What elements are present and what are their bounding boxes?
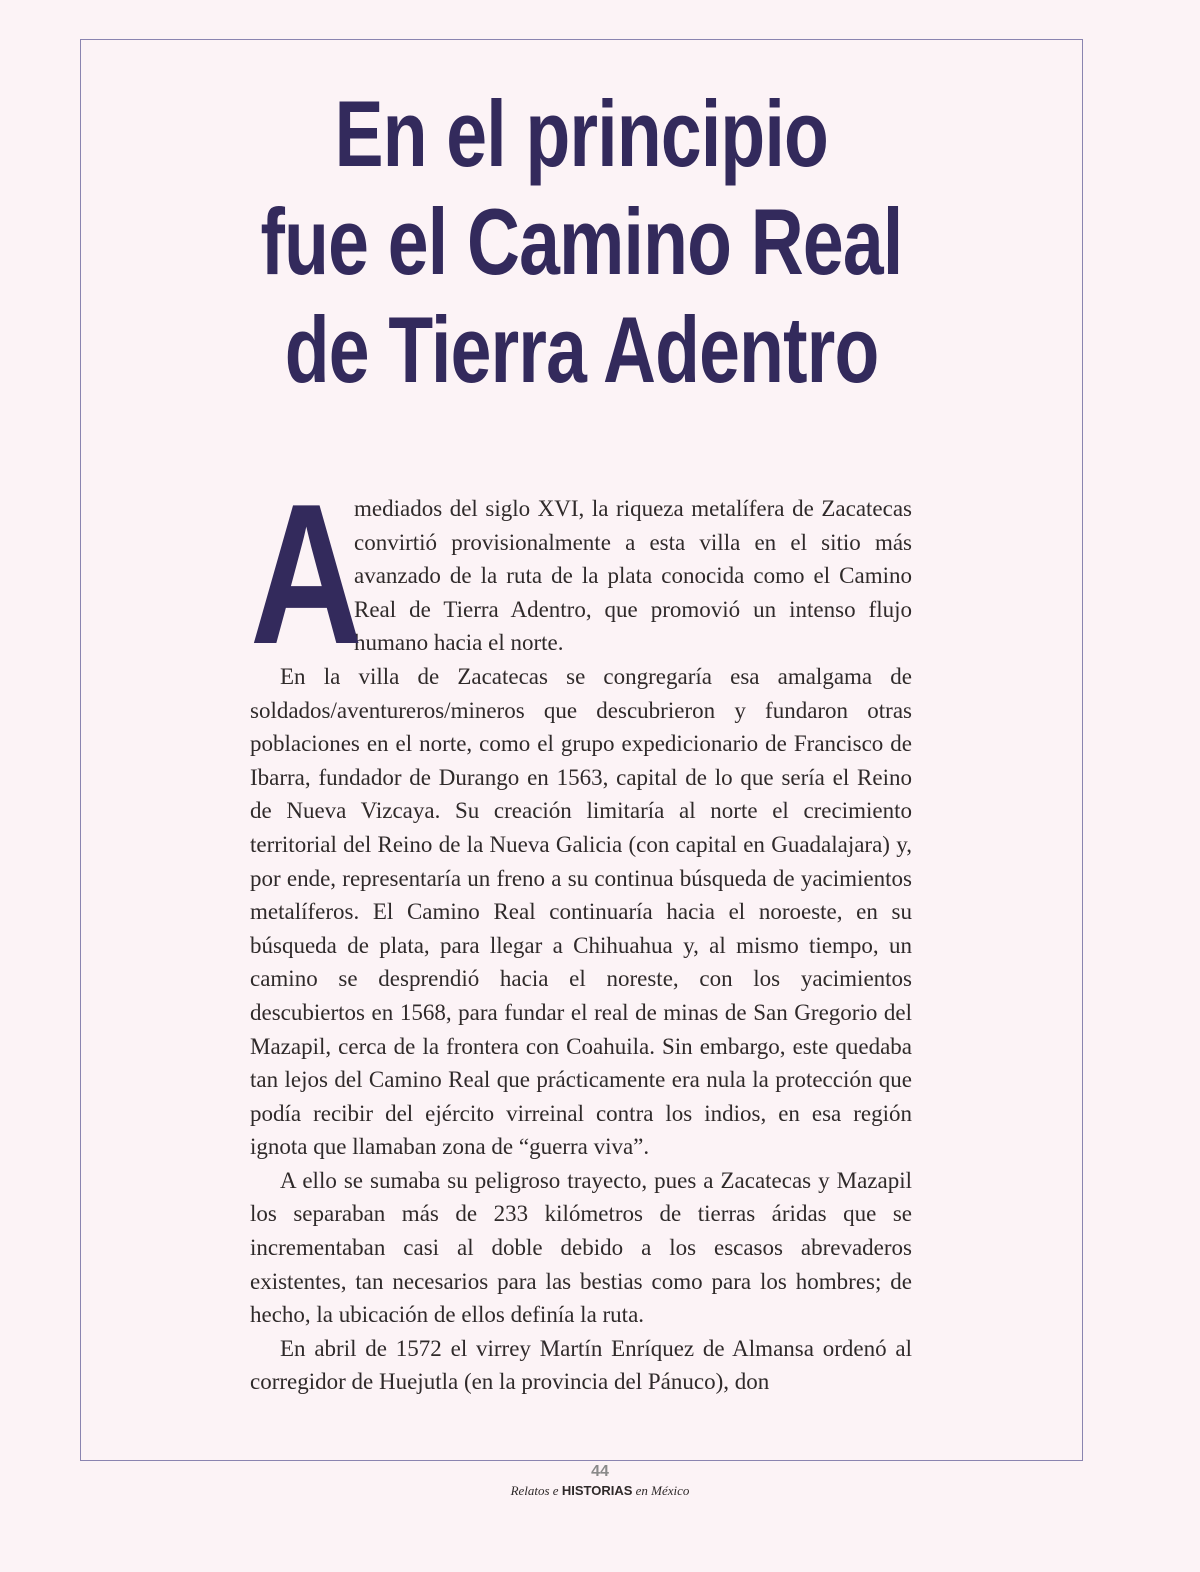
- article-title: [80, 80, 1083, 404]
- paragraph-1: [250, 463, 912, 686]
- paragraph-4: En abril de 1572 el virrey Martín Enríquez de Almansa ordenó al corregidor de Huejutla (en la provincia del Pánuco), don: [250, 1335, 912, 1395]
- paragraph-1-text: mediados del siglo XVI, la riqueza metalífera de Zacatecas convirtió provisionalmente a esta villa en el sitio más avanzado de la ruta de la plata conocida como el Camino Real de Tierra Adentro, que promovió un intenso flujo humano hacia el norte.: [354, 496, 912, 656]
- paragraph-3: A ello se sumaba su peligroso trayecto, pues a Zacatecas y Mazapil los separaban más de 233 kilómetros de tierras áridas que se incrementaban casi al doble debido a los escasos abrevaderos existentes, tan necesarios para las bestias como para los hombres; de hecho, la ubicación de ellos definía la ruta.: [250, 1167, 912, 1328]
- article-body: [250, 463, 912, 1399]
- magazine-name-pre: Relatos e: [510, 1483, 562, 1498]
- page-number: 44: [591, 1463, 609, 1480]
- paragraph-2: En la villa de Zacatecas se congregaría esa amalgama de soldados/aventureros/mineros que descubrieron y fundaron otras poblaciones en el norte, como el grupo expedicionario de Francisco de Ibarra, fundador de Durango en 1563, capital de lo que sería el Reino de Nueva Vizcaya. Su creación limitaría al norte el crecimiento territorial del Reino de la Nueva Galicia (con capital en Guadalajara) y, por ende, representaría un freno a su continua búsqueda de yacimientos metalíferos. El Camino Real continuaría hacia el noroeste, en su búsqueda de plata, para llegar a Chihuahua y, al mismo tiempo, un camino se desprendió hacia el noreste, con los yacimientos descubiertos en 1568, para fundar el real de minas de San Gregorio del Mazapil, cerca de la frontera con Coahuila. Sin embargo, este quedaba tan lejos del Camino Real que prácticamente era nula la protección que podía recibir del ejército virreinal contra los indios, en esa región ignota que llamaban zona de “guerra viva”.: [250, 663, 912, 1160]
- drop-cap: A: [250, 463, 363, 686]
- magazine-name-post: en México: [632, 1483, 690, 1498]
- title-line-1: En el principio: [334, 81, 829, 186]
- title-line-2: fue el Camino Real: [260, 189, 903, 294]
- title-line-3: de Tierra Adentro: [284, 297, 879, 402]
- magazine-name: [0, 1483, 1200, 1499]
- magazine-name-strong: HISTORIAS: [561, 1483, 633, 1498]
